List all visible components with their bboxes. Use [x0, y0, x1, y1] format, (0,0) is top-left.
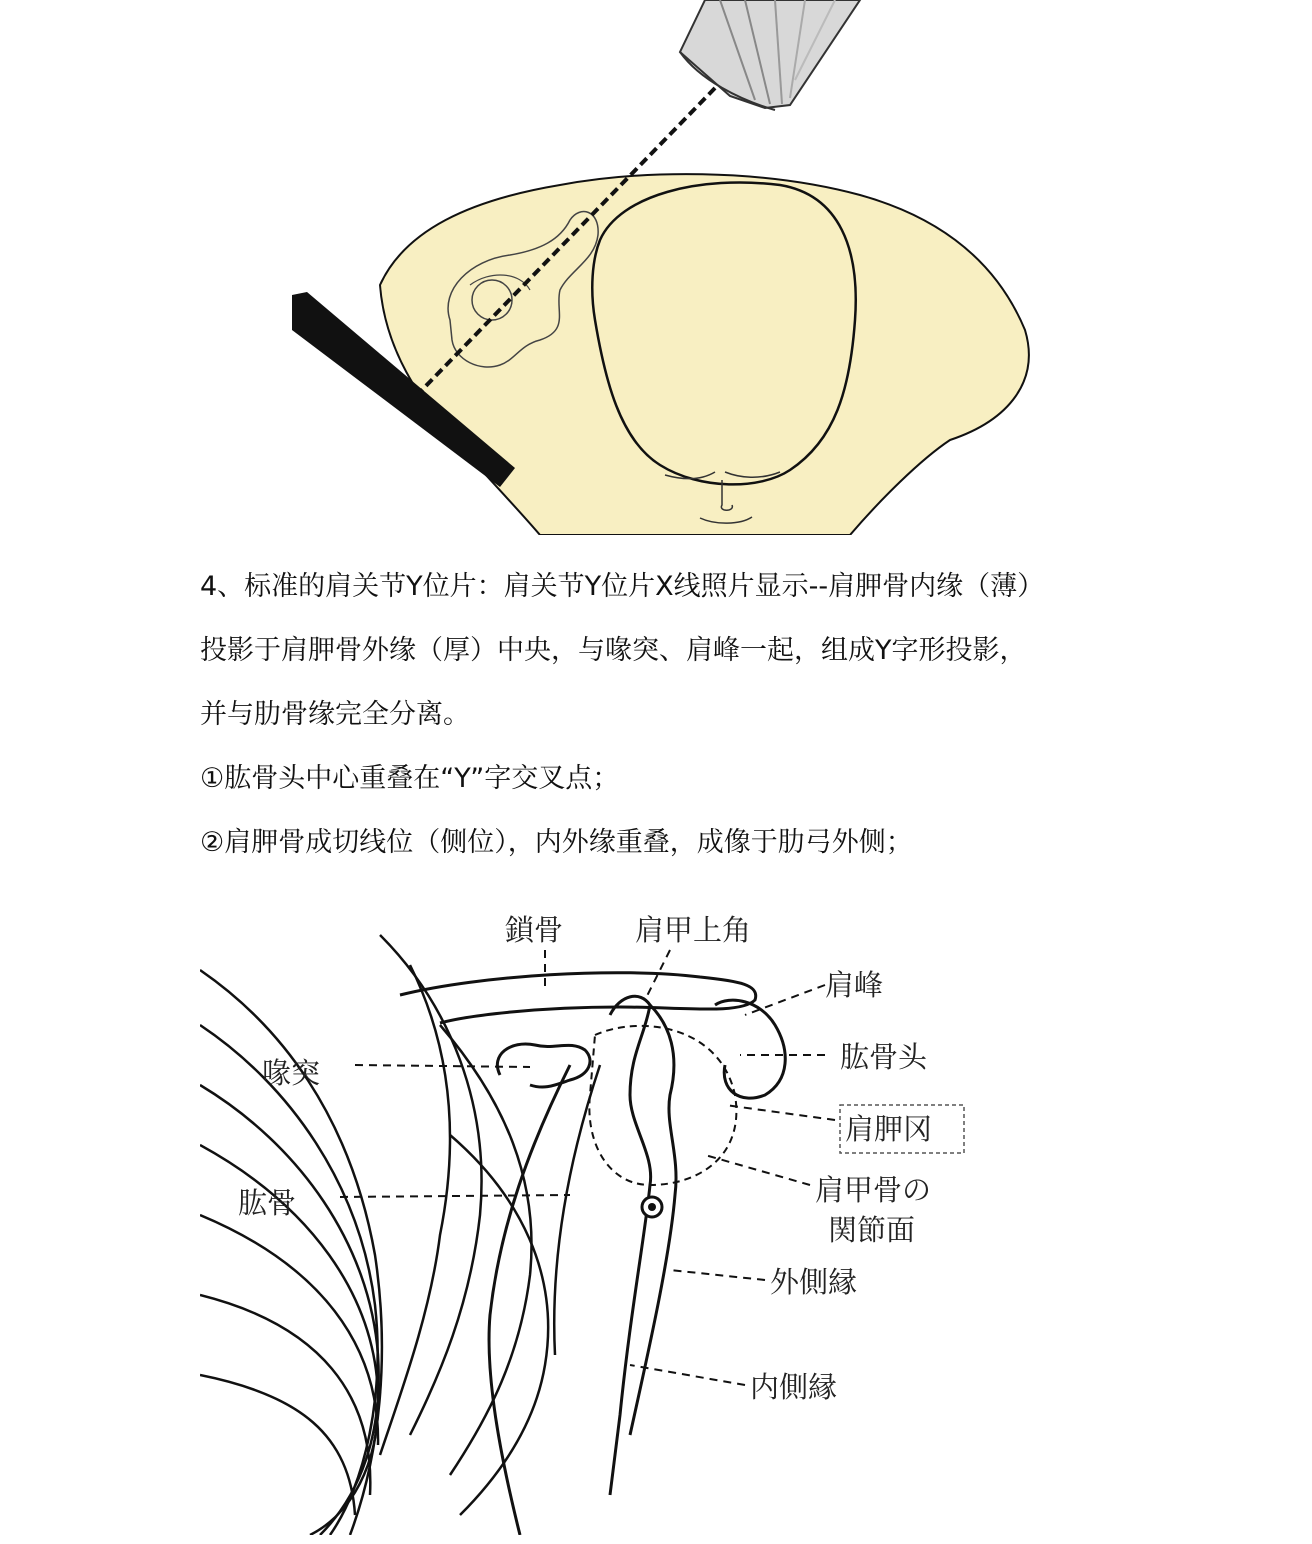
label-humeral-head: 肱骨头 [840, 1040, 928, 1074]
description-text [200, 555, 1160, 875]
paragraph-line: 投影于肩胛骨外缘（厚）中央，与喙突、肩峰一起，组成Y字形投影， [200, 635, 1027, 666]
paragraph-line: 并与肋骨缘完全分离。 [200, 699, 470, 730]
label-humerus: 肱骨 [238, 1186, 297, 1220]
scapula-y-view-diagram [200, 895, 1030, 1535]
patient-positioning-illustration [0, 0, 1312, 535]
label-clavicle: 鎖骨 [505, 913, 564, 947]
paragraph-line: 4、标准的肩关节Y位片：肩关节Y位片X线照片显示--肩胛骨内缘（薄） [200, 571, 1045, 602]
label-superior-angle: 肩甲上角 [635, 913, 752, 947]
list-item: ②肩胛骨成切线位（侧位），内外缘重叠，成像于肋弓外侧； [200, 827, 913, 858]
label-glenoid-surface-1: 肩甲骨の [815, 1173, 932, 1207]
list-item: ①肱骨头中心重叠在“Y”字交叉点； [200, 763, 620, 794]
label-glenoid-surface-2: 関節面 [828, 1213, 916, 1247]
label-glenoid-notch: 肩胛冈 [845, 1112, 933, 1146]
label-medial-border: 内側縁 [750, 1370, 838, 1404]
label-coracoid: 喙突 [262, 1056, 321, 1090]
label-acromion: 肩峰 [825, 968, 884, 1002]
label-lateral-border: 外側縁 [770, 1265, 858, 1299]
xray-tube [680, 0, 860, 110]
